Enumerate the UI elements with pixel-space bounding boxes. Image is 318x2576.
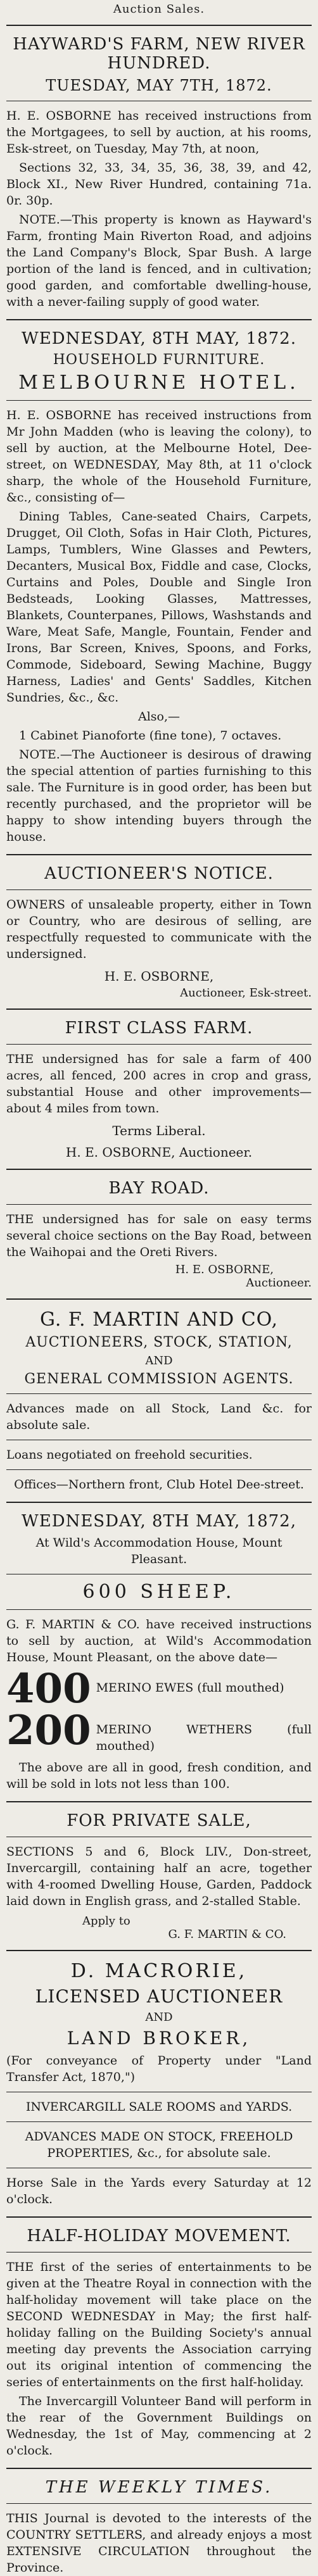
ad-paragraph: Loans negotiated on freehold securities. [6, 1448, 253, 1462]
ad-paragraph: Advances made on all Stock, Land &c. for absolute sale. [6, 1402, 312, 1432]
ad-subtitle: HOUSEHOLD FURNITURE. [53, 352, 265, 368]
ad-paragraph: THIS Journal is devoted to the interests of the COUNTRY SETTLERS, and already enjoys a most EXTENSIVE CIRCULATION throughout the Province. [6, 2511, 312, 2575]
lot-description: MERINO EWES (full mouthed) [96, 1681, 284, 1695]
ad-paragraph: The Invercargill Volunteer Band will perform in the rear of the Government Buildings on Wednesday, the 1st of May, commencing at 2 o'clock. [6, 2394, 312, 2458]
divider [6, 2468, 312, 2469]
divider [6, 1044, 312, 1045]
sheep-lot [6, 1712, 312, 1754]
divider [6, 1609, 312, 1610]
divider [6, 2121, 312, 2122]
ad-signature: H. E. OSBORNE, [104, 969, 214, 984]
divider [6, 1801, 312, 1802]
ad-title-line: AUCTIONEERS, STOCK, STATION, [25, 1335, 293, 1350]
ad-title-line: LAND BROKER, [67, 2028, 251, 2049]
ad-weekly-times [6, 2478, 312, 2576]
ad-title: 600 SHEEP. [82, 1581, 236, 1603]
divider [6, 1298, 312, 1300]
ad-paragraph: Dining Tables, Cane-seated Chairs, Carpets, Drugget, Oil Cloth, Sofas in Hair Cloth, Pictures, Lamps, Tumblers, Wine Glasses and Pewters, Decanters, Musical Box, Fiddle and case, Clocks, Curtains and Poles, Double and Single Iron Bedsteads, Looking Glasses, Mattresses, Blankets, Counterpanes, Pillows, Washstands and Ware, Meat Safe, Mangle, Fountain, Fender and Irons, Bar Screen, Knives, Spoons, and Forks, Commode, Sideboard, Sewing Machine, Buggy Harness, Ladies' and Gents' Saddles, Kitchen Sundries, &c., &c. [6, 510, 312, 705]
ad-date: WEDNESDAY, 8TH MAY, 1872. [22, 329, 296, 348]
ad-title: FIRST CLASS FARM. [65, 1019, 253, 1038]
ad-paragraph: INVERCARGILL SALE ROOMS and YARDS. [25, 2100, 293, 2114]
divider [6, 1204, 312, 1205]
ad-auctioneers-notice [6, 864, 312, 1000]
ad-title: D. MACRORIE, [70, 1960, 248, 1982]
ad-haywards-farm [6, 35, 312, 310]
divider [6, 1469, 312, 1470]
divider [6, 1950, 312, 1951]
ad-title: AUCTIONEER'S NOTICE. [44, 864, 274, 883]
ad-paragraph: SECTIONS 5 and 6, Block LIV., Don-street, Invercargill, containing half an acre, together with 4-roomed Dwelling House, Garden, Paddock laid down in English grass, and 2-stalled Stable. [6, 1845, 312, 1908]
ad-title: BAY ROAD. [108, 1179, 210, 1198]
ad-signature-line: Auctioneer, Esk-street. [180, 986, 312, 1000]
ad-paragraph: Offices—Northern front, Club Hotel Dee-street. [14, 1478, 304, 1492]
ad-macrorie [6, 1960, 312, 2208]
ad-paragraph: 1 Cabinet Pianoforte (fine tone), 7 octaves. [19, 729, 282, 743]
lot-count: 200 [6, 1712, 91, 1754]
ad-paragraph: Sections 32, 33, 34, 35, 36, 38, 39, and 42, Block XI., New River Hundred, containing 71a. 0r. 30p. [6, 161, 312, 208]
ad-paragraph: (For conveyance of Property under "Land Transfer Act, 1870,") [6, 2054, 312, 2084]
ad-title: MELBOURNE HOTEL. [18, 372, 300, 394]
ad-paragraph: Horse Sale in the Yards every Saturday at 12 o'clock. [6, 2176, 312, 2206]
ad-date: TUESDAY, MAY 7TH, 1872. [46, 77, 272, 94]
ad-title-line: GENERAL COMMISSION AGENTS. [24, 1371, 294, 1387]
divider [6, 2503, 312, 2504]
ad-title-line: AND [145, 1354, 173, 1367]
divider [6, 1393, 312, 1394]
ad-paragraph: THE undersigned has for sale on easy terms several choice sections on the Bay Road, between the Waihopai and the Oreti Rivers. [6, 1212, 312, 1259]
newspaper-column [6, 0, 312, 2576]
divider [6, 400, 312, 401]
sheep-lot [6, 1671, 312, 1707]
ad-paragraph: H. E. OSBORNE has received instructions from Mr John Madden (who is leaving the colony), to sell by auction, at the Melbourne Hotel, Dee-street, on WEDNESDAY, May 8th, at 11 o'clock sharp, the whole of the Household Furniture, &c., consisting of— [6, 408, 312, 505]
ad-first-class-farm [6, 1019, 312, 1160]
masthead: Auction Sales. [113, 3, 205, 16]
ad-date: WEDNESDAY, 8TH MAY, 1872, [22, 1512, 296, 1531]
divider [6, 25, 312, 26]
ad-place: At Wild's Accommodation House, Mount Pleasant. [35, 1536, 283, 1566]
ad-signature: H. E. OSBORNE, [175, 1263, 274, 1276]
ad-gf-martin [6, 1309, 312, 1493]
ad-bay-road [6, 1179, 312, 1290]
divider [6, 1502, 312, 1503]
ad-paragraph: THE undersigned has for sale a farm of 400 acres, all fenced, 200 acres in crop and grass, substantial House and other improvements—about 4 miles from town. [6, 1052, 312, 1115]
ad-title: FOR PRIVATE SALE, [67, 1811, 251, 1830]
ad-terms: Terms Liberal. [112, 1123, 206, 1138]
divider [6, 1008, 312, 1010]
divider [6, 2216, 312, 2218]
divider [6, 854, 312, 855]
ad-600-sheep [6, 1512, 312, 1792]
ad-paragraph: H. E. OSBORNE has received instructions from the Mortgagees, to sell by auction, at his rooms, Esk-street, on Tuesday, May 7th, at noon, [6, 109, 312, 156]
ad-signature: H. E. OSBORNE, Auctioneer. [65, 1145, 253, 1160]
ad-paragraph: ADVANCES MADE ON STOCK, FREEHOLD PROPERTIES, &c., for absolute sale. [25, 2130, 293, 2160]
divider [6, 1169, 312, 1170]
ad-private-sale [6, 1811, 312, 1941]
divider [6, 889, 312, 890]
ad-title: G. F. MARTIN AND CO, [39, 1309, 279, 1331]
divider [6, 319, 312, 320]
ad-title-line: AND [145, 2011, 173, 2024]
lot-count: 400 [6, 1671, 91, 1707]
ad-paragraph: THE first of the series of entertainments to be given at the Theatre Royal in connection with the half-holiday movement will take place on the SECOND WEDNESDAY in May; the first half-holiday falling on the Building Society's annual meeting day prevents the Association carrying out its original intention of commencing the series of entertainments on the first half-holiday. [6, 2260, 312, 2389]
ad-paragraph: OWNERS of unsaleable property, either in Town or Country, who are desirous of selling, are respectfully requested to communicate with the undersigned. [6, 898, 312, 961]
ad-paragraph: G. F. MARTIN & CO. have received instructions to sell by auction, at Wild's Accommodation House, Mount Pleasant, on the above date— [6, 1618, 312, 1664]
ad-title-line: LICENSED AUCTIONEER [35, 1986, 283, 2007]
ad-half-holiday [6, 2227, 312, 2459]
ad-signature-line: Auctioneer. [246, 1276, 312, 1290]
lot-description: MERINO WETHERS (full mouthed) [96, 1723, 312, 1753]
ad-apply: Apply to [82, 1914, 130, 1928]
ad-title: HAYWARD'S FARM, NEW RIVER HUNDRED. [13, 35, 305, 73]
ad-signature: G. F. MARTIN & CO. [168, 1928, 286, 1941]
ad-paragraph: The above are all in good, fresh condition, and will be sold in lots not less than 100. [6, 1761, 312, 1791]
ad-melbourne-hotel [6, 329, 312, 845]
ad-also: Also,— [137, 710, 181, 724]
ad-note: NOTE.—The Auctioneer is desirous of drawing the special attention of parties furnishing to this sale. The Furniture is in good order, has been but recently purchased, and the proprietor will be happy to show intending buyers through the house. [6, 748, 312, 844]
ad-note: NOTE.—This property is known as Hayward's Farm, fronting Main Riverton Road, and adjoins the Land Company's Block, Spar Bush. A large portion of the land is fenced, and in cultivation; good garden, and comfortable dwelling-house, with a never-failing supply of good water. [6, 213, 312, 309]
ad-title: THE WEEKLY TIMES. [45, 2478, 273, 2497]
ad-title: HALF-HOLIDAY MOVEMENT. [27, 2227, 291, 2246]
